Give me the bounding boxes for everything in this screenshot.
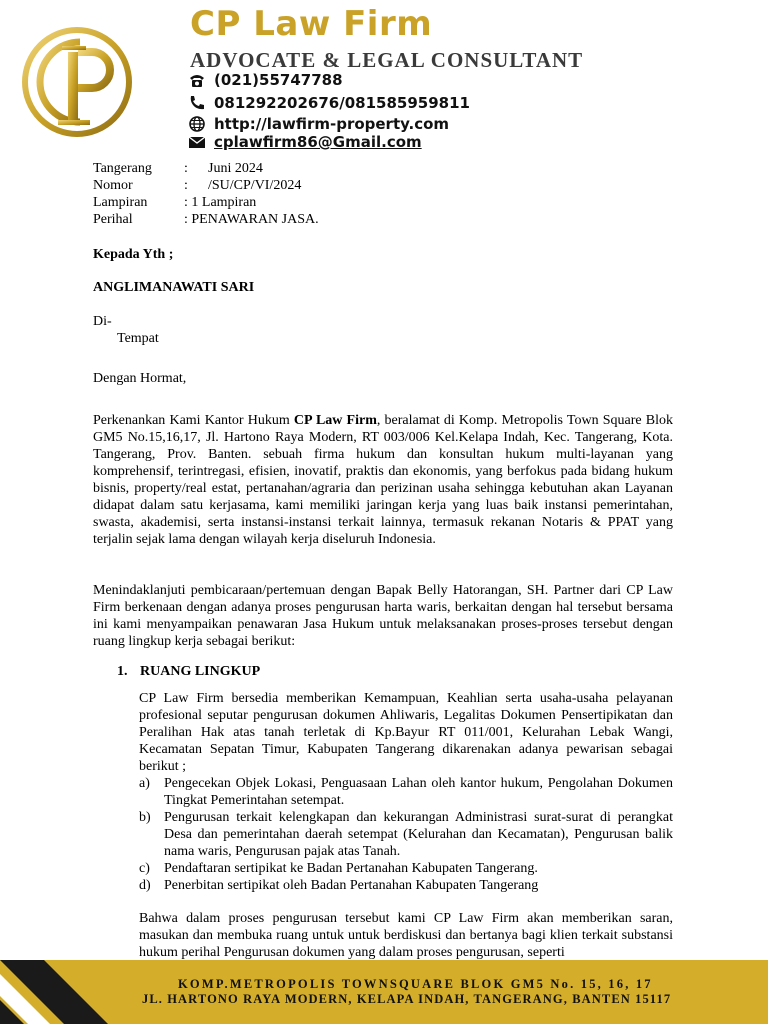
- list-item-letter: a): [139, 776, 150, 791]
- section1-heading: [117, 663, 260, 680]
- section1-closing: Bahwa dalam proses pengurusan tersebut kami CP Law Firm akan memberikan saran, masukan dan membuka ruang untuk untuk berdiskusi dan bertanya bagi klien terkait substansi hukum perihal Pengurusan dokumen yang dalam proses pengurusan, seperti: [139, 911, 673, 960]
- contact-website: [188, 115, 449, 133]
- meta-number-value: /SU/CP/VI/2024: [208, 178, 302, 193]
- contact-phone: [188, 71, 343, 89]
- letter-meta: [93, 160, 319, 228]
- list-item-text: Penerbitan sertipikat oleh Badan Pertanahan Kabupaten Tangerang: [164, 878, 539, 893]
- meta-attachment-value: : 1 Lampiran: [184, 195, 257, 210]
- recipient-di: Di-: [93, 314, 112, 329]
- contact-email: [188, 133, 422, 151]
- list-item-letter: c): [139, 861, 150, 876]
- footer-address-line2: JL. HARTONO RAYA MODERN, KELAPA INDAH, TANGERANG, BANTEN 15117: [142, 992, 672, 1006]
- firm-tagline: ADVOCATE & LEGAL CONSULTANT: [190, 48, 584, 72]
- meta-subject-value: : PENAWARAN JASA.: [184, 212, 319, 227]
- email-link[interactable]: cplawfirm86@Gmail.com: [214, 133, 422, 151]
- list-item: [139, 809, 673, 860]
- meta-place-value: Juni 2024: [208, 161, 263, 176]
- list-item: [139, 860, 673, 877]
- phone-handset-icon: [188, 95, 206, 111]
- list-item: [139, 877, 673, 894]
- recipient-place: Tempat: [117, 331, 159, 346]
- intro-part2: , beralamat di Komp. Metropolis Town Square Blok GM5 No.15,16,17, Jl. Hartono Raya Modern, RT 003/006 Kel.Kelapa Indah, Kec. Tangerang, Kota. Tangerang, Prov. Banten. sebuah firma hukum dan konsultan hukum multi-layanan yang komprehensif, terintregasi, efisien, inovatif, praktis dan ekonomis, yang berfokus pada bidang hukum bisnis, property/real estat, pertanahan/agraria dan perizinan usaha sehingga kebutuhan akan Layanan didapat dalam satu kerjasama, kami memiliki jaringan kerja yang luas baik instansi pemerintahan, swasta, akademisi, serta instansi-instansi terkait lainnya, termasuk rekanan Notaris & PPAT yang terjalin sejak lama dengan wilayah kerja diseluruh Indonesia.: [93, 413, 673, 547]
- list-item-text: Pengurusan terkait kelengkapan dan kekurangan Administrasi surat-surat di perangkat Desa dan pemerintahan daerah setempat (Kelurahan dan Kecamatan), Pengurusan balik nama waris, Pengurusan pajak atas Tanah.: [164, 810, 673, 859]
- meta-number-label: Nomor: [93, 178, 133, 193]
- meta-place-sep: :: [184, 161, 188, 176]
- globe-icon: [188, 116, 206, 132]
- telephone-icon: [188, 72, 206, 88]
- followup-paragraph: Menindaklanjuti pembicaraan/pertemuan dengan Bapak Belly Hatorangan, SH. Partner dari CP Law Firm berkenaan dengan adanya proses pengurusan harta waris, berkaitan dengan hal tersebut bersama ini kami menyampaikan penawaran Jasa Hukum untuk melaksanakan proses-proses tersebut dengan ruang lingkup kerja sebagai berikut:: [93, 583, 673, 649]
- meta-attachment-row: [93, 194, 319, 211]
- firm-logo: [20, 20, 134, 144]
- letterhead: [0, 0, 768, 158]
- contact-mobile: [188, 94, 470, 112]
- meta-place-label: Tangerang: [93, 161, 152, 176]
- list-item-letter: b): [139, 810, 151, 825]
- recipient-name: ANGLIMANAWATI SARI: [93, 280, 255, 295]
- list-item-text: Pengecekan Objek Lokasi, Penguasaan Lahan oleh kantor hukum, Pengolahan Dokumen Tingkat Pemerintahan setempat.: [164, 776, 673, 808]
- meta-attachment-label: Lampiran: [93, 195, 148, 210]
- website-link[interactable]: http://lawfirm-property.com: [214, 115, 450, 133]
- recipient-to: Kepada Yth ;: [93, 247, 174, 262]
- letter-footer: [0, 960, 768, 1024]
- list-item: [139, 775, 673, 809]
- meta-place-row: [93, 160, 319, 177]
- meta-number-row: [93, 177, 319, 194]
- section1-number: 1.: [117, 664, 128, 679]
- intro-paragraph: [93, 412, 673, 548]
- section1-list: [139, 775, 673, 894]
- meta-subject-label: Perihal: [93, 212, 133, 227]
- envelope-icon: [188, 134, 206, 150]
- footer-stripe-decoration: [0, 960, 130, 1024]
- firm-name: CP Law Firm: [190, 4, 433, 44]
- meta-number-sep: :: [184, 178, 188, 193]
- phone-number: (021)55747788: [214, 71, 343, 89]
- meta-subject-row: [93, 211, 319, 228]
- list-item-text: Pendaftaran sertipikat ke Badan Pertanahan Kabupaten Tangerang.: [164, 861, 538, 876]
- intro-firm-name: CP Law Firm: [293, 413, 377, 428]
- list-item-letter: d): [139, 878, 151, 893]
- footer-address-line1: KOMP.METROPOLIS TOWNSQUARE BLOK GM5 No. 15, 16, 17: [178, 977, 653, 991]
- mobile-number: 081292202676/081585959811: [214, 94, 470, 112]
- section1-title: RUANG LINGKUP: [140, 664, 261, 679]
- greeting: Dengan Hormat,: [93, 371, 187, 386]
- section1-body: CP Law Firm bersedia memberikan Kemampuan, Keahlian serta usaha-usaha pelayanan profesional seputar pengurusan dokumen Ahliwaris, Legalitas Dokumen Pensertipikatan dan Peralihan Hak atas tanah terletak di Kp.Bayur RT 011/001, Kelurahan Lebak Wangi, Kecamatan Sepatan Timur, Kabupaten Tangerang dikarenakan adanya pewarisan sebagai berikut ;: [139, 691, 673, 774]
- intro-part1: Perkenankan Kami Kantor Hukum: [93, 413, 294, 428]
